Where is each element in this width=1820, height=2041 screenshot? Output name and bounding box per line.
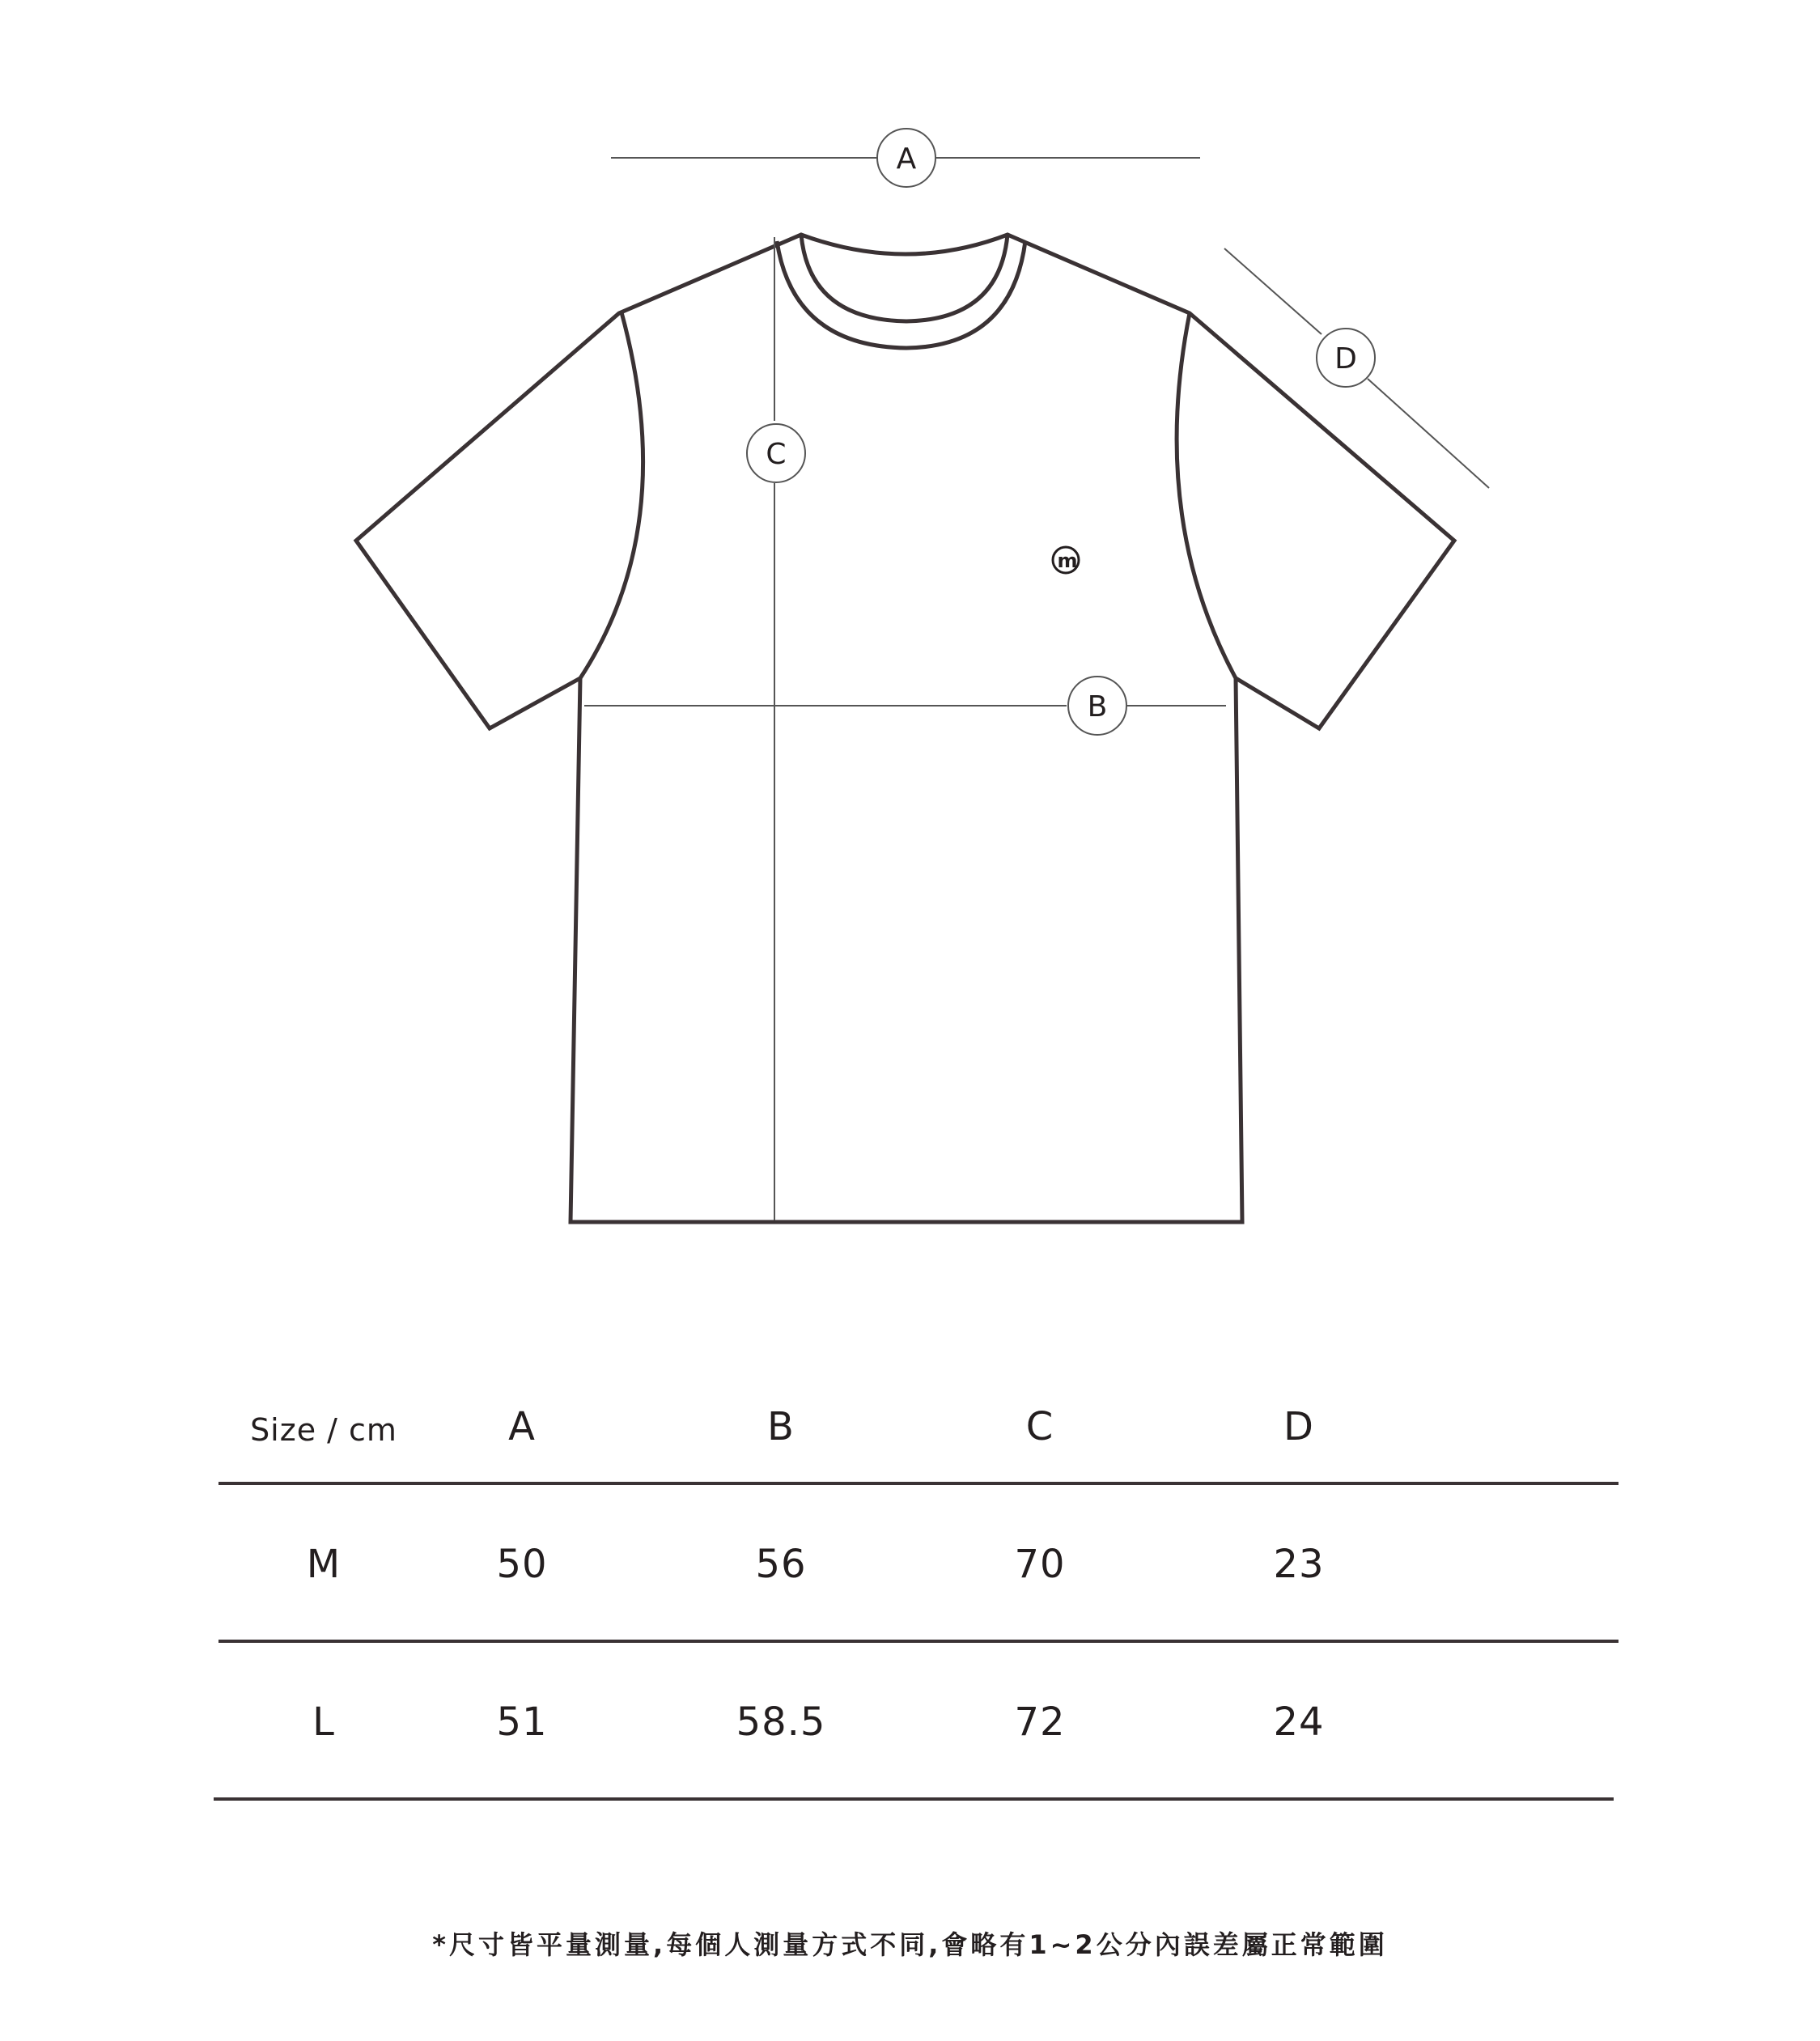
row-value-c: 70 bbox=[1014, 1541, 1066, 1587]
size-table-header bbox=[218, 1388, 1618, 1485]
collar-top bbox=[801, 235, 1008, 321]
brand-logo-icon bbox=[1053, 547, 1079, 573]
marker-b bbox=[1068, 677, 1126, 735]
tshirt-outline bbox=[356, 235, 1454, 1222]
svg-text:C: C bbox=[766, 438, 787, 471]
table-divider bbox=[214, 1797, 1614, 1801]
table-row bbox=[218, 1643, 1618, 1801]
svg-text:D: D bbox=[1334, 342, 1357, 376]
measure-line-d-bottom bbox=[1368, 379, 1489, 488]
marker-a bbox=[877, 129, 935, 187]
left-armhole-seam bbox=[580, 312, 643, 678]
header-col-b: B bbox=[767, 1404, 795, 1449]
row-value-c: 72 bbox=[1014, 1699, 1066, 1745]
header-size-unit: Size / cm bbox=[250, 1412, 397, 1448]
row-value-d: 23 bbox=[1273, 1541, 1325, 1587]
size-table bbox=[218, 1388, 1618, 1801]
row-value-a: 50 bbox=[496, 1541, 548, 1587]
marker-c bbox=[747, 424, 805, 482]
svg-text:A: A bbox=[896, 142, 917, 176]
row-value-b: 58.5 bbox=[736, 1699, 826, 1745]
header-col-a: A bbox=[508, 1404, 536, 1449]
row-value-a: 51 bbox=[496, 1699, 548, 1745]
measurement-note: *尺寸皆平量測量,每個人測量方式不同,會略有1~2公分內誤差屬正常範圍 bbox=[432, 1929, 1388, 1960]
header-col-d: D bbox=[1283, 1404, 1314, 1449]
row-size-label: M bbox=[306, 1541, 342, 1587]
header-col-c: C bbox=[1025, 1404, 1054, 1449]
right-armhole-seam bbox=[1177, 313, 1236, 678]
svg-text:m: m bbox=[1057, 550, 1078, 572]
row-size-label: L bbox=[312, 1699, 335, 1745]
measure-line-d-top bbox=[1224, 248, 1322, 334]
row-value-b: 56 bbox=[755, 1541, 807, 1587]
table-row bbox=[218, 1485, 1618, 1643]
row-value-d: 24 bbox=[1273, 1699, 1325, 1745]
svg-text:B: B bbox=[1087, 690, 1108, 723]
collar-rib bbox=[777, 241, 1025, 348]
marker-d bbox=[1317, 329, 1375, 387]
